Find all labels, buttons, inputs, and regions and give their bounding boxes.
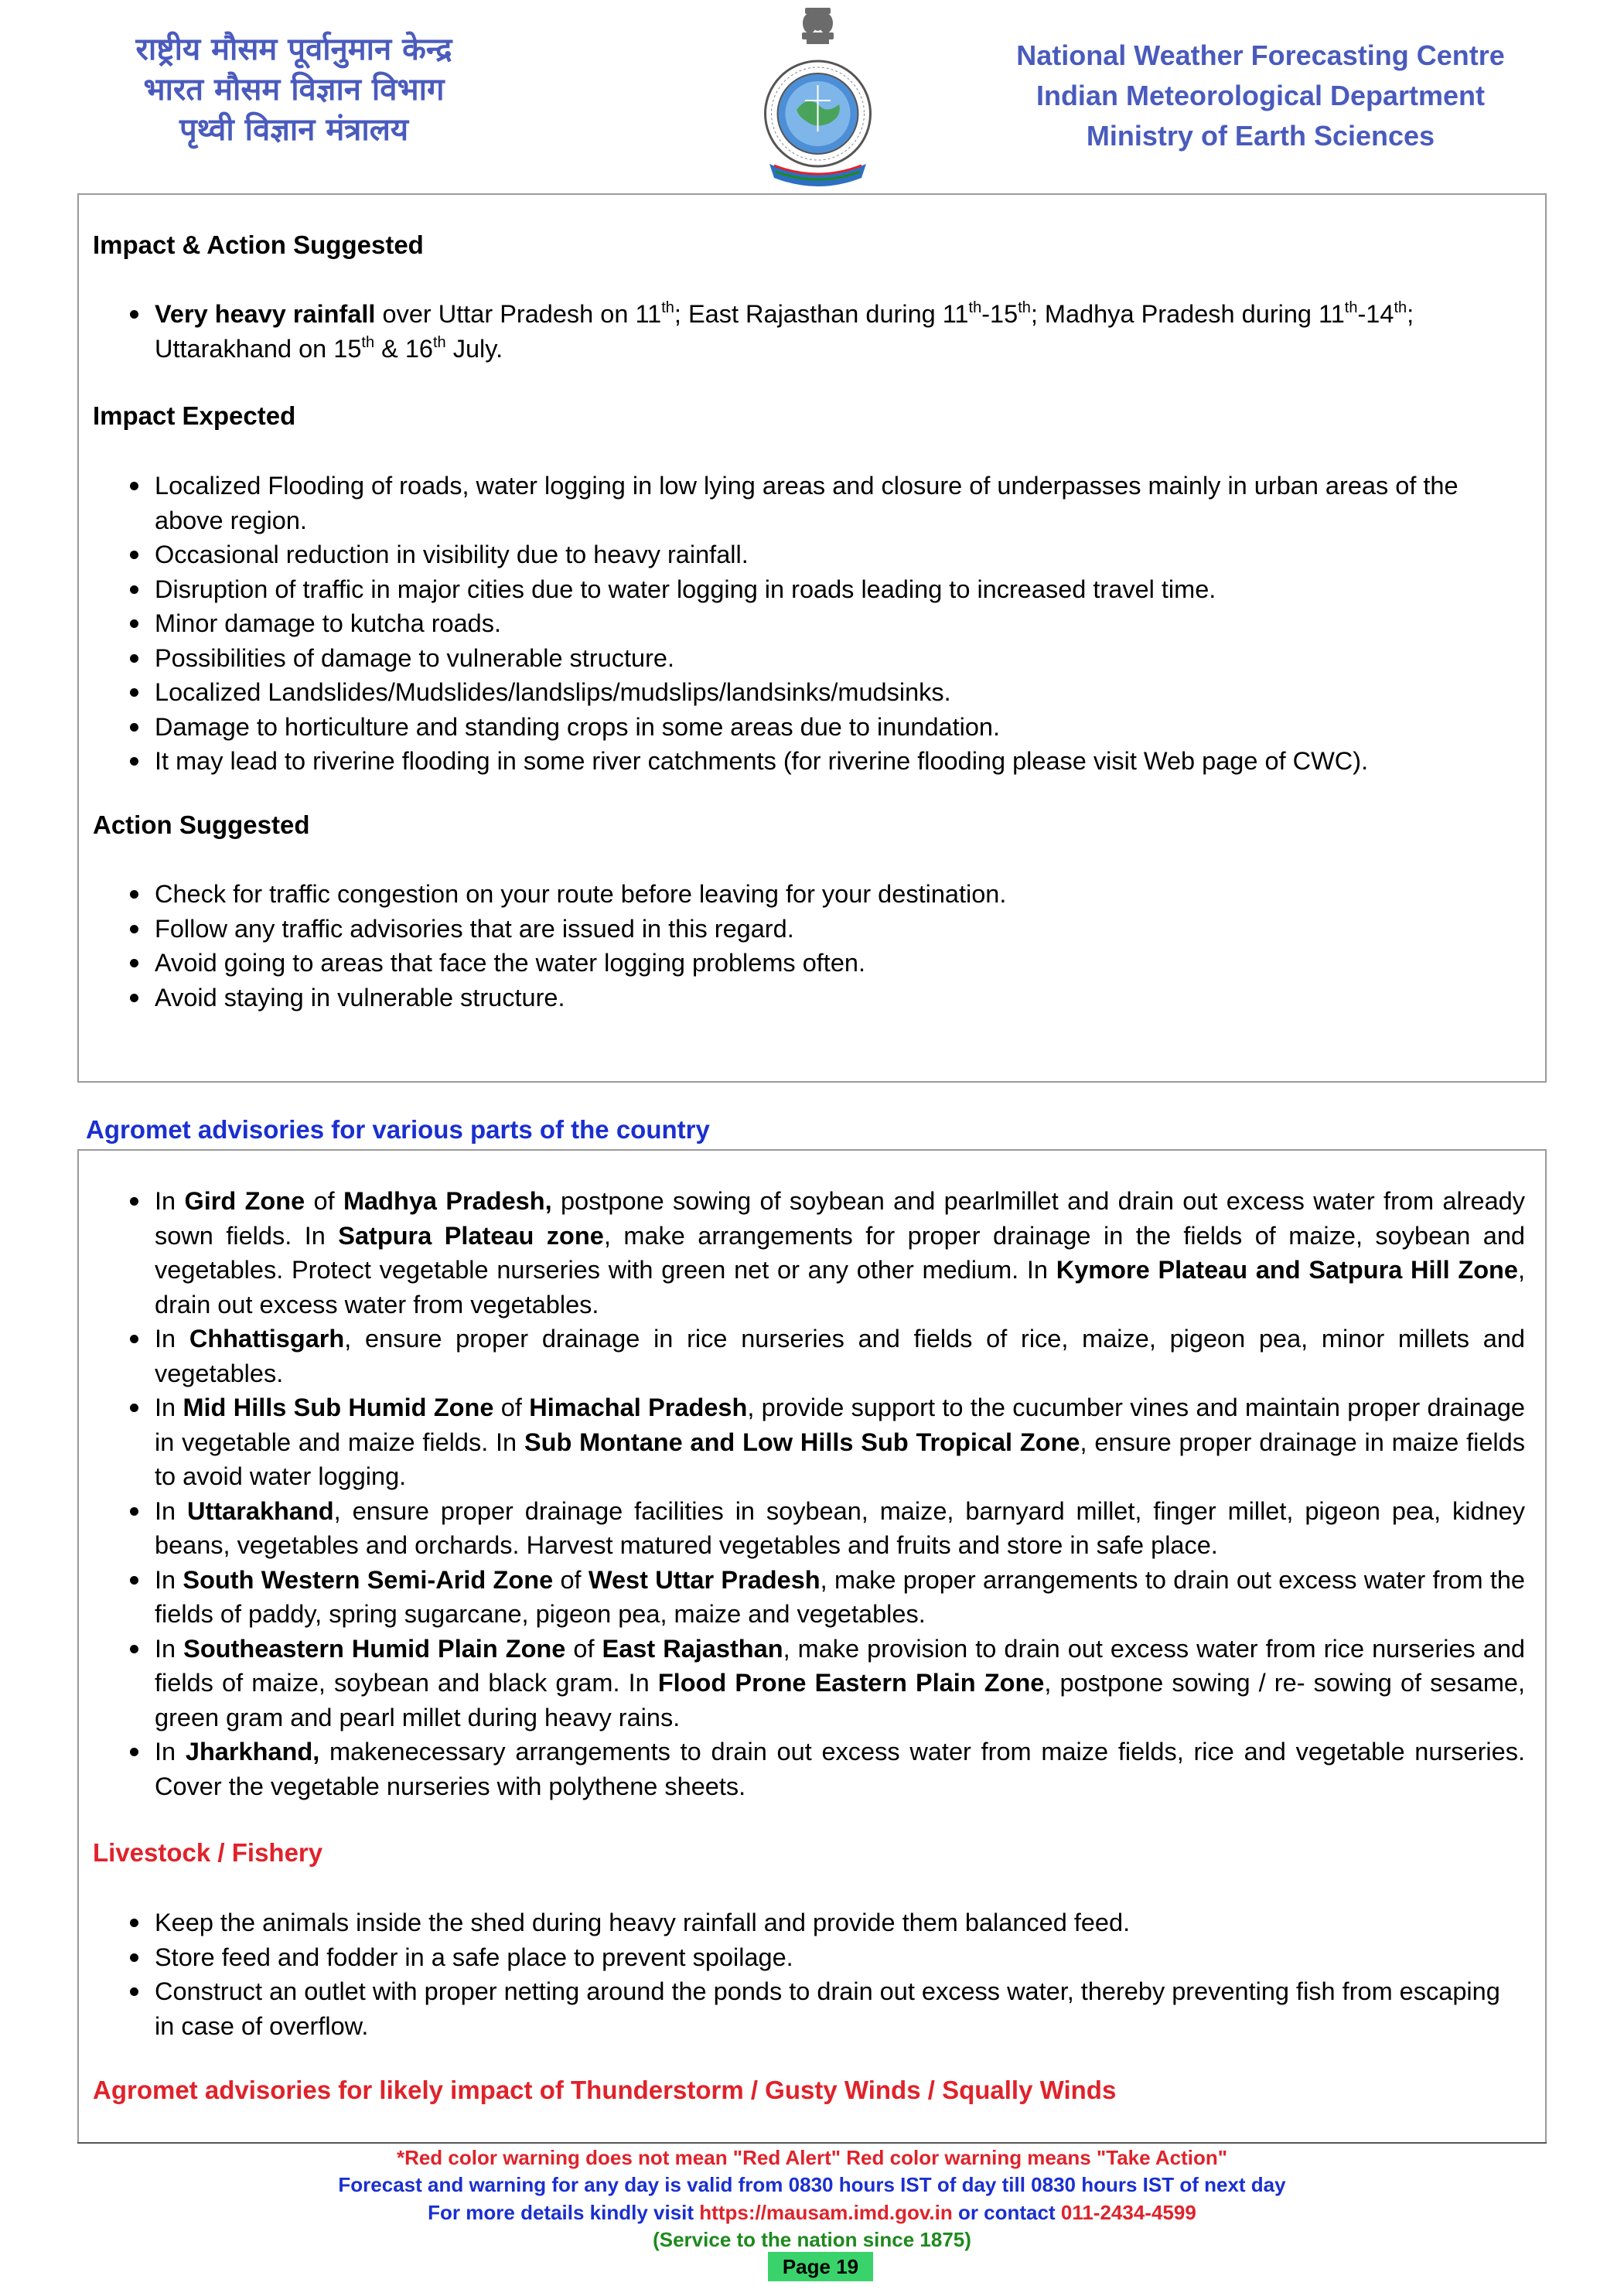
impact-expected-item: Damage to horticulture and standing crops in some areas due to inundation. [155,710,1525,745]
footer-red-warning: *Red color warning does not mean "Red Alert" Red color warning means "Take Action" [396,2146,1228,2169]
impact-expected-item: Minor damage to kutcha roads. [155,606,1525,641]
footer-contact-text-2: or contact [952,2201,1061,2224]
advisory-region-bold: Satpura Plateau zone [338,1221,604,1250]
action-suggested-list [155,877,1525,1015]
impact-expected-item: Possibilities of damage to vulnerable structure. [155,641,1525,676]
footer-phone: 011-2434-4599 [1060,2201,1196,2224]
impact-expected-heading: Impact Expected [93,401,296,430]
text-run: ; Uttarakhand on 15 [155,300,1414,363]
advisory-text: In [155,1565,183,1594]
english-line-2: Indian Meteorological Department [1035,80,1486,111]
superscript: th [1394,299,1407,316]
footer-contact-text: For more details kindly visit [428,2201,700,2224]
heavy-rainfall-bullet [155,297,1525,366]
text-run: July. [445,334,503,363]
page-header [0,0,1624,189]
text-run: ; Madhya Pradesh during 11 [1030,300,1345,328]
advisory-region-bold: East Rajasthan [602,1634,783,1663]
superscript: th [433,333,446,351]
impact-expected-item: Localized Flooding of roads, water logging in low lying areas and closure of underpasses mainly in urban areas of the above region. [155,469,1525,537]
impact-expected-list [155,469,1525,779]
text-run: ; East Rajasthan during 11 [674,300,969,328]
advisory-text: In [155,1738,186,1765]
advisory-text: In [155,1325,189,1353]
english-org-title [974,36,1547,156]
advisory-text: In [155,1394,183,1421]
advisory-region-bold: Sub Montane and Low Hills Sub Tropical Zone [524,1428,1080,1456]
english-line-3: Ministry of Earth Sciences [1086,120,1435,152]
advisory-text: , make provision to drain out excess water from rice nurseries and fields of maize, soybean and black gram. In [155,1634,1526,1697]
advisory-text: In [155,1634,184,1663]
text-run: -15 [981,300,1018,328]
advisory-region-bold: Uttarakhand [187,1496,334,1525]
superscript: th [1018,299,1031,316]
advisory-region-bold: Southeastern Humid Plain Zone [183,1634,566,1663]
advisory-region-bold: Mid Hills Sub Humid Zone [183,1394,494,1421]
advisory-text: In [155,1496,188,1525]
agromet-advisory-item [155,1322,1525,1390]
advisory-text: postpone sowing of soybean and pearlmillet and drain out excess water from already sown fields. In [155,1187,1525,1250]
impact-action-heading: Impact & Action Suggested [93,230,424,259]
impact-expected-item: It may lead to riverine flooding in some river catchments (for riverine flooding please visit Web page of CWC). [155,744,1525,779]
advisory-text: of [305,1187,343,1215]
impact-expected-item: Disruption of traffic in major cities due to water logging in roads leading to increased travel time. [155,572,1525,607]
text-run: -14 [1357,300,1394,328]
text-run: over Uttar Pradesh on 11 [375,300,662,328]
agromet-advisory-item [155,1735,1525,1803]
action-suggested-item: Avoid staying in vulnerable structure. [155,981,1525,1015]
advisory-region-bold: Gird Zone [184,1187,305,1215]
advisory-text: , postpone sowing / re- sowing of sesame, green gram and pearl millet during heavy rains. [155,1669,1525,1731]
agromet-advisory-item [155,1632,1525,1735]
superscript: th [968,299,982,316]
advisory-text: , ensure proper drainage in maize fields to avoid water logging. [155,1428,1525,1490]
advisory-region-bold: Flood Prone Eastern Plain Zone [657,1669,1045,1697]
agromet-advisory-item [155,1184,1525,1322]
livestock-item: Construct an outlet with proper netting around the ponds to drain out excess water, thereby preventing fish from escaping in case of overflow. [155,1974,1525,2043]
action-suggested-item: Check for traffic congestion on your route before leaving for your destination. [155,877,1525,912]
action-suggested-item: Avoid going to areas that face the water logging problems often. [155,946,1525,981]
advisory-text: In [155,1187,185,1215]
agromet-advisory-list [155,1184,1525,1803]
advisory-text: , drain out excess water from vegetables. [155,1256,1525,1319]
advisory-region-bold: South Western Semi-Arid Zone [183,1565,554,1594]
hindi-org-title [85,29,503,150]
agromet-advisory-item [155,1494,1525,1563]
advisory-text: , ensure proper drainage in rice nurseries and fields of rice, maize, pigeon pea, minor millets and vegetables. [155,1325,1525,1387]
advisory-text: , make arrangements for proper drainage in the fields of maize, soybean and vegetables. Protect vegetable nurseries with green net or any other medium. In [155,1221,1525,1284]
advisory-text: , provide support to the cucumber vines and maintain proper drainage in vegetable and maize fields. In [155,1394,1525,1456]
livestock-fishery-list [155,1905,1525,2043]
imd-emblem-logo [762,2,874,187]
advisory-region-bold: Chhattisgarh [189,1325,345,1353]
text-run: & 16 [374,334,433,363]
heavy-rainfall-bold: Very heavy rainfall [155,300,376,328]
footer-website-link[interactable]: https://mausam.imd.gov.in [699,2201,953,2224]
action-suggested-heading: Action Suggested [93,810,310,839]
superscript: th [1344,299,1358,316]
advisory-text: , make proper arrangements to drain out excess water from the fields of paddy, spring sugarcane, pigeon pea, maize and vegetables. [155,1565,1526,1628]
heavy-rainfall-list [155,297,1525,366]
english-line-1: National Weather Forecasting Centre [1016,39,1505,71]
hindi-line-1: राष्ट्रीय मौसम पूर्वानुमान केन्द्र [135,32,452,67]
advisory-region-bold: Jharkhand, [185,1738,320,1765]
agromet-title: Agromet advisories for various parts of the country [86,1115,710,1144]
hindi-line-2: भारत मौसम विज्ञान विभाग [143,72,445,107]
advisory-text: , ensure proper drainage facilities in soybean, maize, barnyard millet, finger millet, pigeon pea, kidney beans, vegetables and orchards. Harvest matured vegetables and fruits and store in safe place. [155,1496,1525,1559]
footer-contact [0,2201,1624,2225]
page-number-badge: Page 19 [768,2252,873,2281]
superscript: th [361,333,375,351]
agromet-advisory-item [155,1390,1525,1494]
advisory-region-bold: Kymore Plateau and Satpura Hill Zone [1056,1256,1518,1284]
advisory-region-bold: West Uttar Pradesh [588,1565,821,1594]
advisory-text: of [553,1565,589,1594]
action-suggested-item: Follow any traffic advisories that are issued in this regard. [155,912,1525,947]
thunderstorm-advisory-heading: Agromet advisories for likely impact of Thunderstorm / Gusty Winds / Squally Winds [93,2076,1117,2104]
advisory-region-bold: Madhya Pradesh, [343,1187,552,1215]
impact-expected-item: Localized Landslides/Mudslides/landslips/mudslips/landsinks/mudsinks. [155,675,1525,710]
advisory-region-bold: Himachal Pradesh [529,1394,748,1421]
livestock-fishery-heading: Livestock / Fishery [93,1838,323,1867]
hindi-line-3: पृथ्वी विज्ञान मंत्रालय [179,112,409,148]
advisory-text: of [565,1634,602,1663]
advisory-text: of [493,1394,530,1421]
agromet-advisory-item [155,1563,1525,1632]
footer-service-since: (Service to the nation since 1875) [653,2228,971,2251]
footer-divider [77,2142,1547,2144]
livestock-item: Store feed and fodder in a safe place to prevent spoilage. [155,1940,1525,1975]
superscript: th [661,299,674,316]
advisory-text: makenecessary arrangements to drain out excess water from maize fields, rice and vegetable nurseries. Cover the vegetable nurseries with polythene sheets. [155,1738,1525,1800]
impact-expected-item: Occasional reduction in visibility due to heavy rainfall. [155,537,1525,572]
livestock-item: Keep the animals inside the shed during heavy rainfall and provide them balanced feed. [155,1905,1525,1940]
footer-validity: Forecast and warning for any day is valid from 0830 hours IST of day till 0830 hours IST of next day [338,2173,1286,2196]
